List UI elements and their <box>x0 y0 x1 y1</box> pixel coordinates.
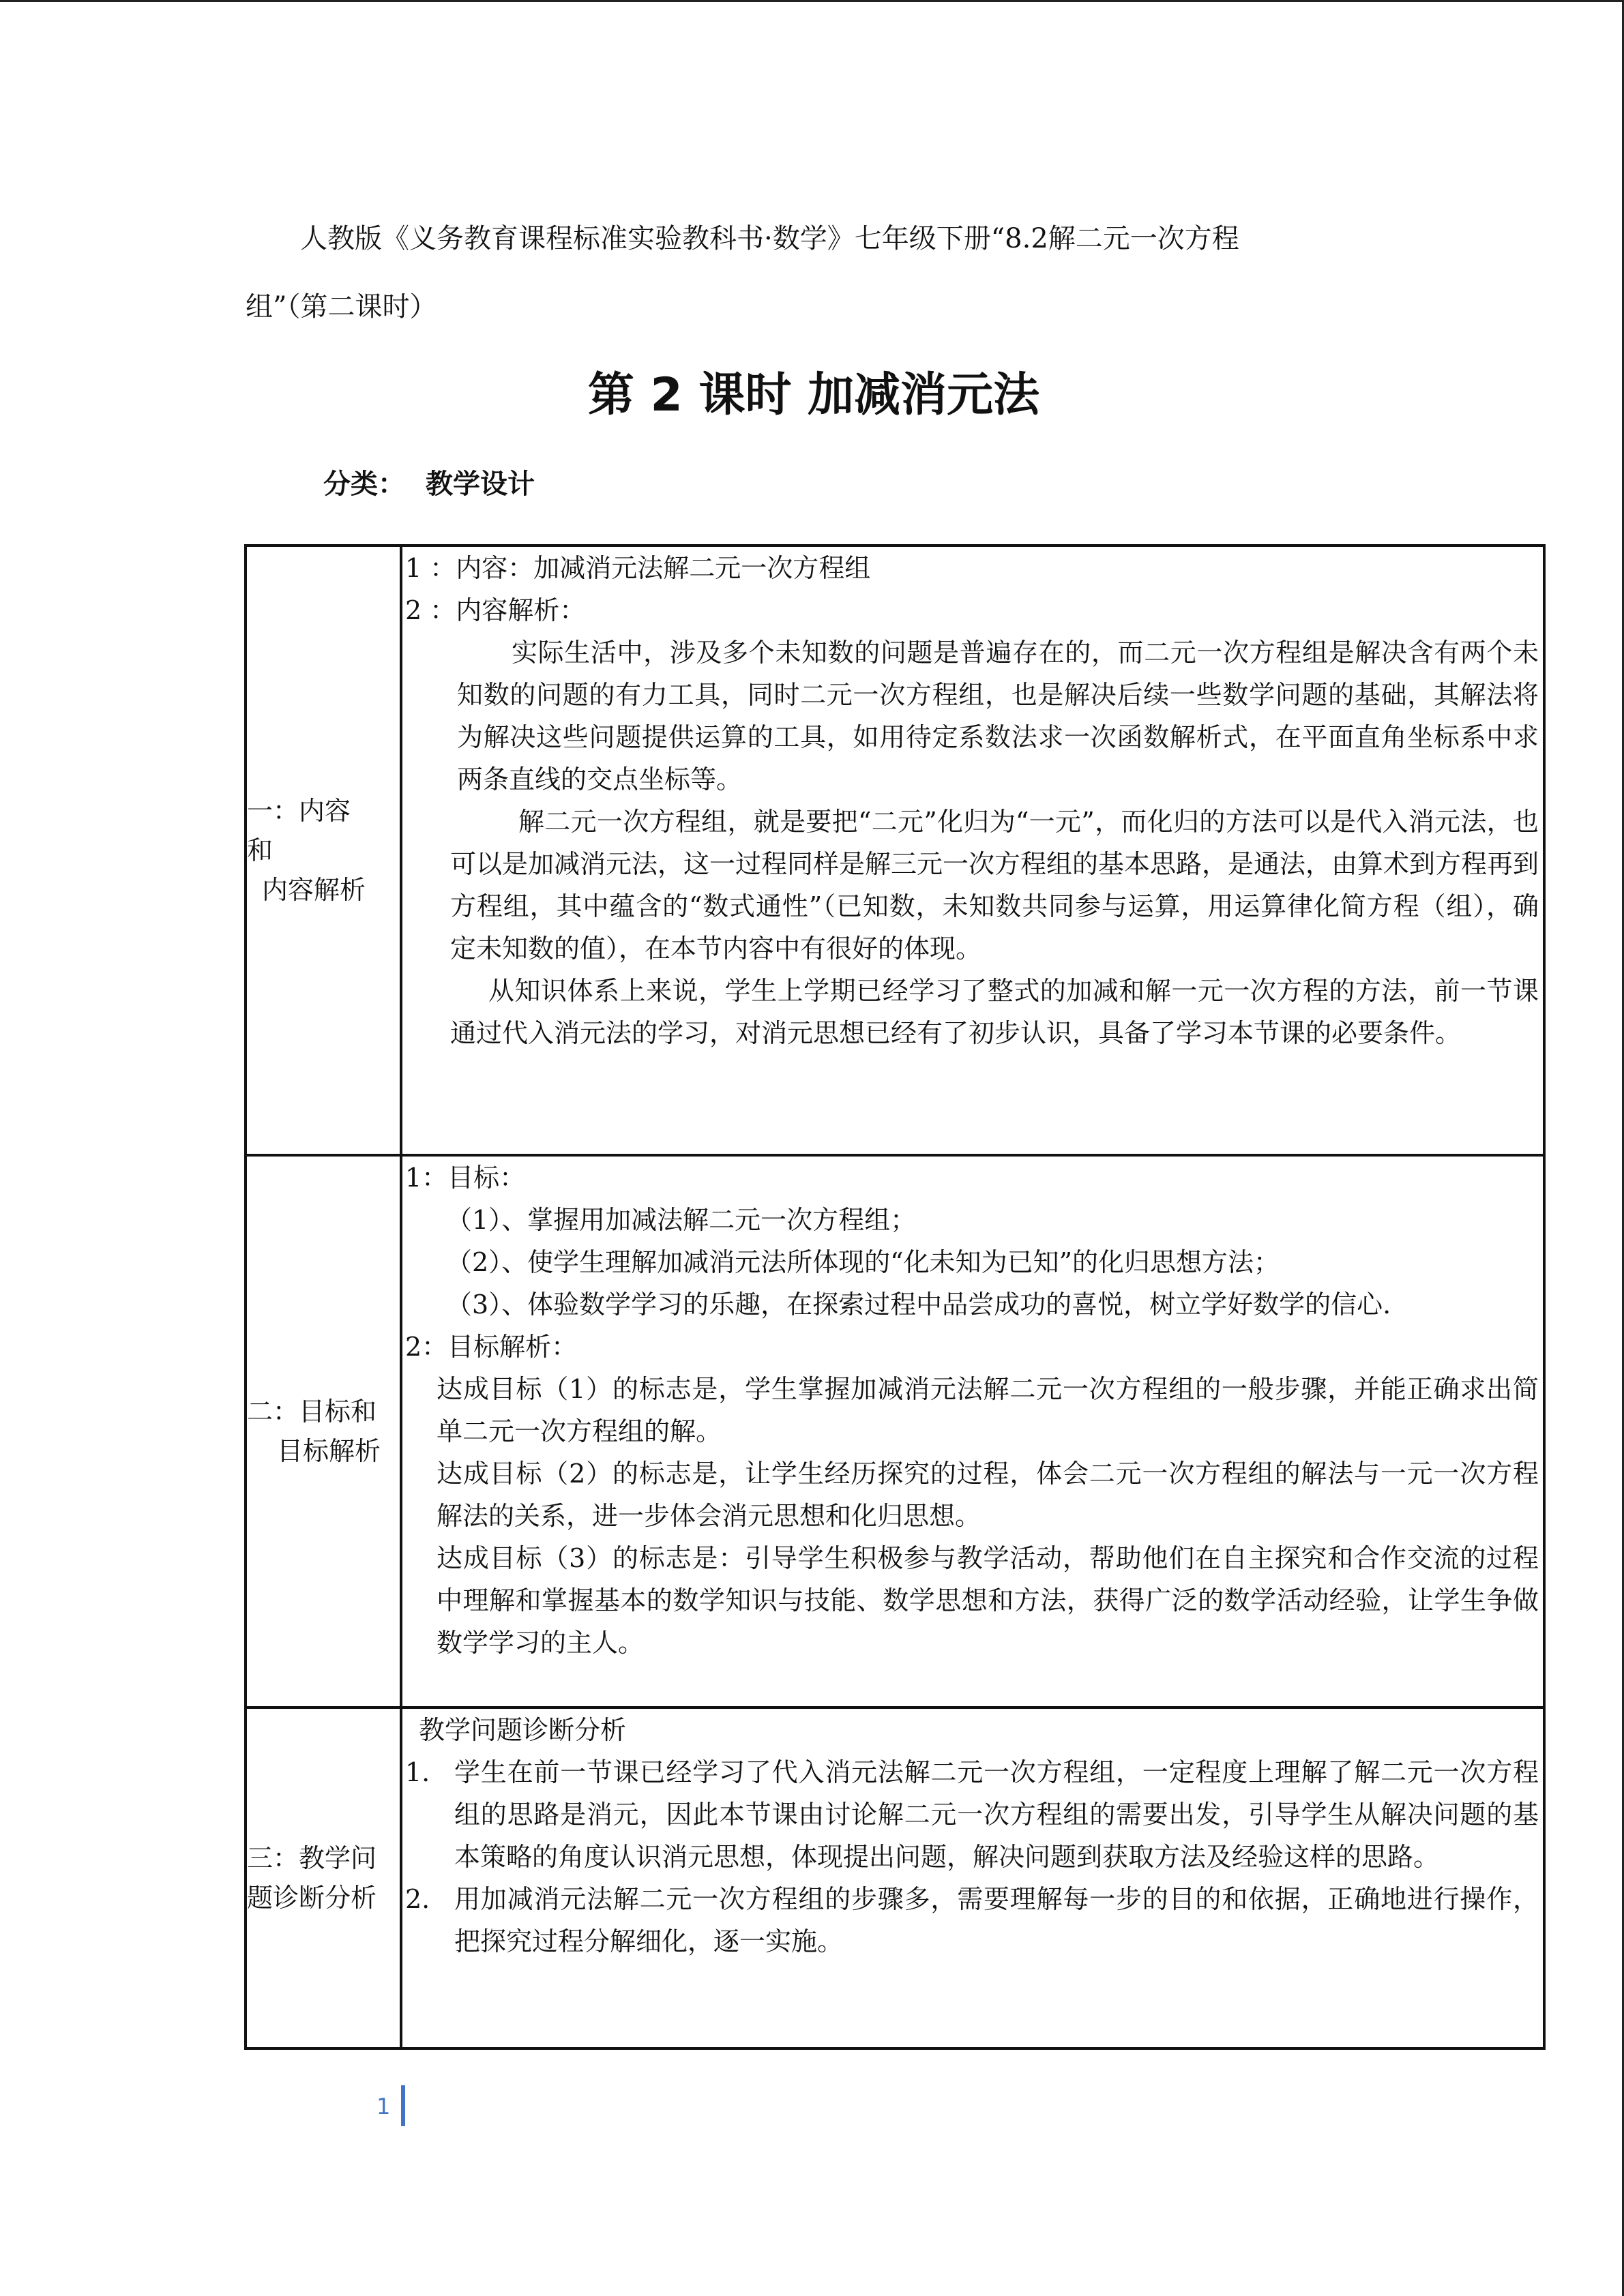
content-paragraph-2: 解二元一次方程组，就是要把“二元”化归为“一元”，而化归的方法可以是代入消元法，也可以是加减消元法，这一过程同样是解三元一次方程组的基本思路，是通法，由算术到方程再到方程组，其中蕴含的“数式通性”（已知数，未知数共同参与运算，用运算律化简方程（组），确定未知数的值），在本节内容中有很好的体现。 <box>450 807 1539 964</box>
intro-line-2: 组”（第二课时） <box>246 291 437 323</box>
label-line: 题诊断分析 <box>247 1883 377 1913</box>
analysis-title: 2：目标解析： <box>405 1332 578 1362</box>
table-row-goals <box>246 1155 1544 1708</box>
page-border-top <box>0 0 1624 2</box>
label-line: 三：教学问 <box>247 1843 377 1873</box>
analysis-item: 达成目标（3）的标志是：引导学生积极参与教学活动，帮助他们在自主探究和合作交流的过程中理解和掌握基本的数学知识与技能、数学思想和方法，获得广泛的数学活动经验，让学生争做数学学习的主人。 <box>437 1543 1539 1658</box>
table-row-diagnosis <box>246 1708 1544 2048</box>
label-diagnosis <box>246 1708 401 2048</box>
content-item-2: 2 ：内容解析： <box>405 595 586 625</box>
goal-item: （3）、体验数学学习的乐趣，在探索过程中品尝成功的喜悦，树立学好数学的信心. <box>446 1289 1391 1320</box>
table-row-content <box>246 546 1544 1155</box>
lesson-table <box>244 544 1546 2050</box>
content-analysis-cell <box>401 546 1544 1155</box>
list-text: 用加减消元法解二元一次方程组的步骤多，需要理解每一步的目的和依据，正确地进行操作，把探究过程分解细化，逐一实施。 <box>454 1884 1539 1956</box>
content-item-1: 1 ：内容：加减消元法解二元一次方程组 <box>405 553 871 583</box>
list-item <box>405 1751 1539 1878</box>
goal-item: （2）、使学生理解加减消元法所体现的“化未知为已知”的化归思想方法； <box>446 1247 1280 1277</box>
list-number: 2. <box>405 1884 430 1914</box>
diagnosis-title: 教学问题诊断分析 <box>419 1715 627 1745</box>
label-line: 二：目标和 <box>247 1397 377 1427</box>
page-number-bar <box>401 2085 405 2126</box>
list-text: 学生在前一节课已经学习了代入消元法解二元一次方程组，一定程度上理解了解二元一次方程组的思路是消元，因此本节课由讨论解二元一次方程组的需要出发，引导学生从解决问题的基本策略的角度认识消元思想，体现提出问题，解决问题到获取方法及经验这样的思路。 <box>454 1757 1539 1872</box>
goal-item: （1）、掌握用加减法解二元一次方程组； <box>446 1205 917 1235</box>
label-goals <box>246 1155 401 1708</box>
goals-title: 1：目标： <box>405 1163 526 1193</box>
content-paragraph-3: 从知识体系上来说，学生上学期已经学习了整式的加减和解一元一次方程的方法，前一节课通过代入消元法的学习，对消元思想已经有了初步认识，具备了学习本节课的必要条件。 <box>450 976 1539 1048</box>
label-line: 一：内容 <box>247 796 351 826</box>
label-line: 目标解析 <box>277 1436 381 1466</box>
page-title: 第 2 课时 加减消元法 <box>587 368 1040 422</box>
intro-text <box>246 205 1391 341</box>
intro-line-1: 人教版《义务教育课程标准实验教科书·数学》七年级下册“8.2解二元一次方程 <box>300 223 1239 254</box>
page-number: 1 <box>377 2093 391 2119</box>
label-line: 和 <box>247 835 274 865</box>
content-paragraph-1: 实际生活中，涉及多个未知数的问题是普遍存在的，而二元一次方程组是解决含有两个未知数的问题的有力工具，同时二元一次方程组，也是解决后续一些数学问题的基础，其解法将为解决这些问题提供运算的工具，如用待定系数法求一次函数解析式，在平面直角坐标系中求两条直线的交点坐标等。 <box>457 638 1539 794</box>
category-label: 分类： <box>323 468 405 500</box>
diagnosis-cell <box>401 1708 1544 2048</box>
analysis-item: 达成目标（1）的标志是，学生掌握加减消元法解二元一次方程组的一般步骤，并能正确求出简单二元一次方程组的解。 <box>437 1374 1539 1446</box>
label-content-analysis <box>246 546 401 1155</box>
list-item <box>405 1878 1539 1963</box>
analysis-item: 达成目标（2）的标志是，让学生经历探究的过程，体会二元一次方程组的解法与一元一次方程解法的关系，进一步体会消元思想和化归思想。 <box>437 1459 1539 1531</box>
list-number: 1. <box>405 1757 430 1787</box>
category-line <box>323 462 535 501</box>
category-value: 教学设计 <box>426 468 535 500</box>
goals-cell <box>401 1155 1544 1708</box>
label-line: 内容解析 <box>262 875 366 905</box>
